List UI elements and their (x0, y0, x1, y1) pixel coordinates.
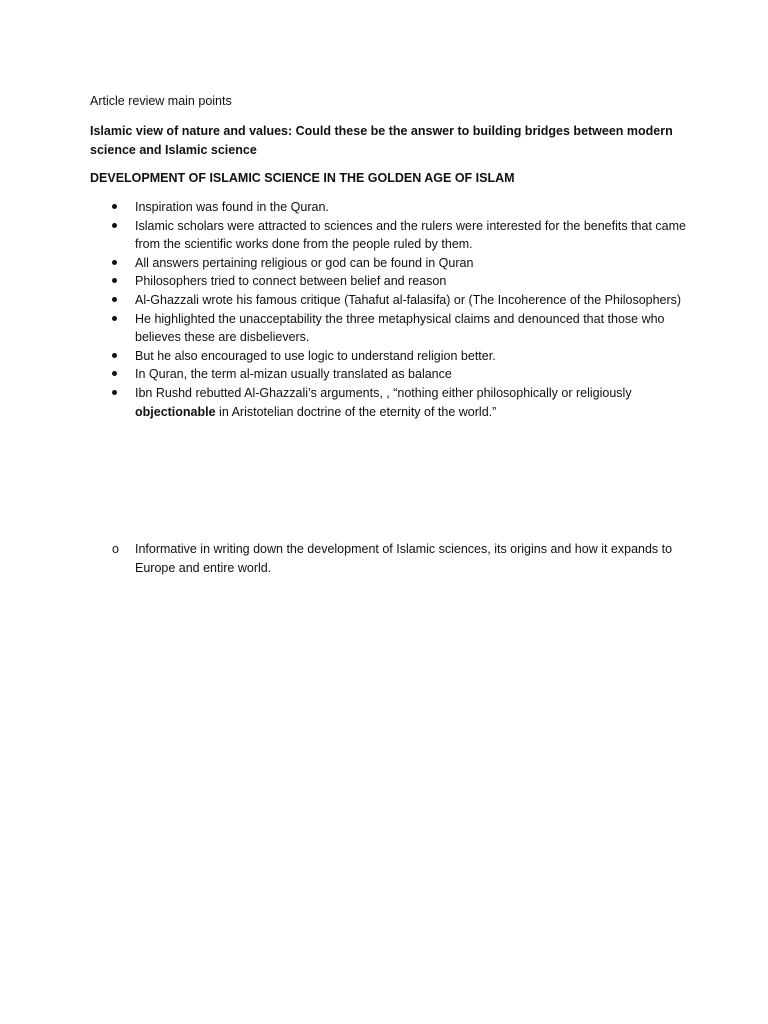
bullet-item (90, 291, 690, 310)
bullet-text-prefix: Ibn Rushd rebutted Al-Ghazzali’s arguments, , “nothing either philosophically or religiously (135, 385, 632, 400)
document-title: Islamic view of nature and values: Could these be the answer to building bridges between modern science and Islamic science (90, 124, 673, 157)
bullet-text: But he also encouraged to use logic to understand religion better. (135, 348, 496, 363)
document-subtitle: Article review main points (90, 94, 232, 108)
bullet-item (90, 347, 690, 366)
bullet-dot-icon (112, 371, 117, 376)
sub-bullet-text: Informative in writing down the development of Islamic sciences, its origins and how it expands to Europe and entire world. (135, 542, 673, 575)
bullet-text: Islamic scholars were attracted to sciences and the rulers were interested for the benefits that came from the scientific works done from the people ruled by them. (135, 218, 686, 252)
bullet-dot-icon (112, 316, 117, 321)
bullet-item (90, 365, 690, 384)
bullet-item (90, 198, 690, 217)
bullet-text-suffix: in Aristotelian doctrine of the eternity of the world.” (215, 404, 497, 419)
section-heading: DEVELOPMENT OF ISLAMIC SCIENCE IN THE GOLDEN AGE OF ISLAM (90, 171, 515, 185)
bullet-dot-icon (112, 353, 117, 358)
bullet-item (90, 217, 690, 254)
bullet-text: Philosophers tried to connect between belief and reason (135, 274, 447, 289)
bullet-item (90, 254, 690, 273)
bullet-dot-icon (112, 390, 117, 395)
bullet-item (90, 272, 690, 291)
bullet-item (90, 384, 690, 421)
bullet-text: Al-Ghazzali wrote his famous critique (Tahafut al-falasifa) or (The Incoherence of the Philosophers) (135, 292, 682, 307)
bullet-dot-icon (112, 204, 117, 209)
bullet-item (90, 310, 690, 347)
bullet-dot-icon (112, 260, 117, 265)
bullet-text: In Quran, the term al-mizan usually translated as balance (135, 367, 452, 382)
sub-bullet-list (90, 540, 690, 578)
circle-bullet-icon: o (112, 542, 119, 556)
bullet-dot-icon (112, 278, 117, 283)
bullet-dot-icon (112, 223, 117, 228)
bullet-list (90, 198, 690, 421)
bullet-text-emphasis: objectionable (135, 404, 216, 419)
bullet-text: All answers pertaining religious or god can be found in Quran (135, 255, 474, 270)
bullet-dot-icon (112, 297, 117, 302)
bullet-text: Inspiration was found in the Quran. (135, 200, 329, 214)
bullet-text: He highlighted the unacceptability the three metaphysical claims and denounced that those who believes these are disbelievers. (135, 311, 665, 345)
sub-bullet-item (90, 540, 690, 578)
